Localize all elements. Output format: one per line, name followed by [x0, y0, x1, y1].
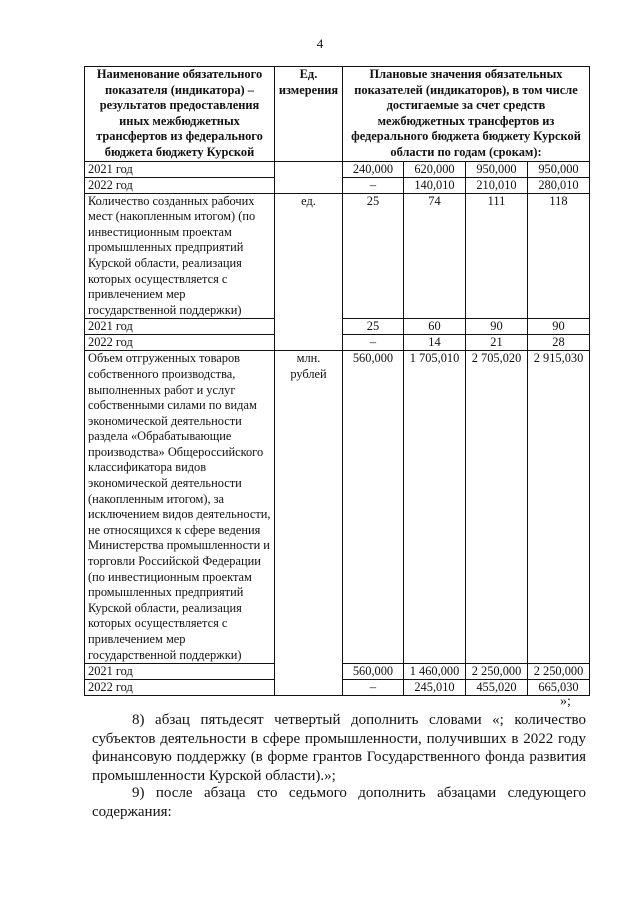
row-value: 118 [528, 193, 590, 319]
row-value: – [343, 680, 404, 696]
row-value: 21 [466, 335, 528, 351]
row-value: 245,010 [404, 680, 466, 696]
row-value: 665,030 [528, 680, 590, 696]
row-value: 14 [404, 335, 466, 351]
row-value: 560,000 [343, 351, 404, 664]
row-value: 950,000 [466, 161, 528, 177]
header-planned-values: Плановые значения обязательных показателей (индикаторов), в том числе достигаемые за счет средств межбюджетных трансфертов из федерального бюджета бюджету Курской области по годам (срокам): [343, 67, 590, 162]
row-value: 140,010 [404, 177, 466, 193]
row-name: Количество созданных рабочих мест (накопленным итогом) (по инвестиционным проектам промышленных предприятий Курской области, реализация которых осуществляется с привлечением мер государственной поддержки) [85, 193, 275, 319]
row-value: 25 [343, 319, 404, 335]
row-value: 210,010 [466, 177, 528, 193]
table-row [85, 351, 590, 664]
row-value: 111 [466, 193, 528, 319]
table-row [85, 193, 590, 319]
table-header-row [85, 67, 590, 162]
row-name: 2021 год [85, 319, 275, 335]
row-value: 240,000 [343, 161, 404, 177]
table-row [85, 161, 590, 177]
row-value: 620,000 [404, 161, 466, 177]
page-number: 4 [316, 36, 324, 51]
row-value: 90 [466, 319, 528, 335]
row-value: 60 [404, 319, 466, 335]
header-indicator-name: Наименование обязательного показателя (индикатора) – результатов предоставления иных межбюджетных трансфертов из федерального бюджета бюджету Курской [85, 67, 275, 162]
row-unit: ед. [275, 193, 343, 351]
row-value: 2 915,030 [528, 351, 590, 664]
row-name: 2021 год [85, 161, 275, 177]
row-unit: млн. рублей [275, 351, 343, 696]
indicators-table [84, 66, 590, 696]
row-value: 1 705,010 [404, 351, 466, 664]
row-value: 280,010 [528, 177, 590, 193]
paragraph-9: 9) после абзаца сто седьмого дополнить абзацами следующего содержания: [92, 785, 586, 820]
row-value: 25 [343, 193, 404, 319]
row-value: 74 [404, 193, 466, 319]
header-unit: Ед. измерения [275, 67, 343, 162]
row-name: 2022 год [85, 335, 275, 351]
row-name: 2022 год [85, 680, 275, 696]
row-value: 2 705,020 [466, 351, 528, 664]
row-value: 2 250,000 [466, 664, 528, 680]
row-value: 28 [528, 335, 590, 351]
row-value: 560,000 [343, 664, 404, 680]
row-name: Объем отгруженных товаров собственного производства, выполненных работ и услуг собственными силами по видам экономической деятельности раздела «Обрабатывающие производства» Общероссийского классификатора видов экономической деятельности (накопленным итогом), за исключением видов деятельности, не относящихся к сфере ведения Министерства промышленности и торговли Российской Федерации (по инвестиционным проектам промышленных предприятий Курской области, реализация которых осуществляется с привлечением мер государственной поддержки) [85, 351, 275, 664]
row-value: 455,020 [466, 680, 528, 696]
row-name: 2021 год [85, 664, 275, 680]
closing-quote: »; [560, 694, 571, 709]
row-name: 2022 год [85, 177, 275, 193]
row-value: 1 460,000 [404, 664, 466, 680]
row-value: 950,000 [528, 161, 590, 177]
row-value: 2 250,000 [528, 664, 590, 680]
paragraph-8: 8) абзац пятьдесят четвертый дополнить словами «; количество субъектов деятельности в сфере промышленности, получивших в 2022 году финансовую поддержку (в форме грантов Государственного фонда развития промышленности Курской области).»; [92, 712, 586, 784]
row-value: – [343, 177, 404, 193]
row-unit [275, 161, 343, 193]
row-value: 90 [528, 319, 590, 335]
row-value: – [343, 335, 404, 351]
